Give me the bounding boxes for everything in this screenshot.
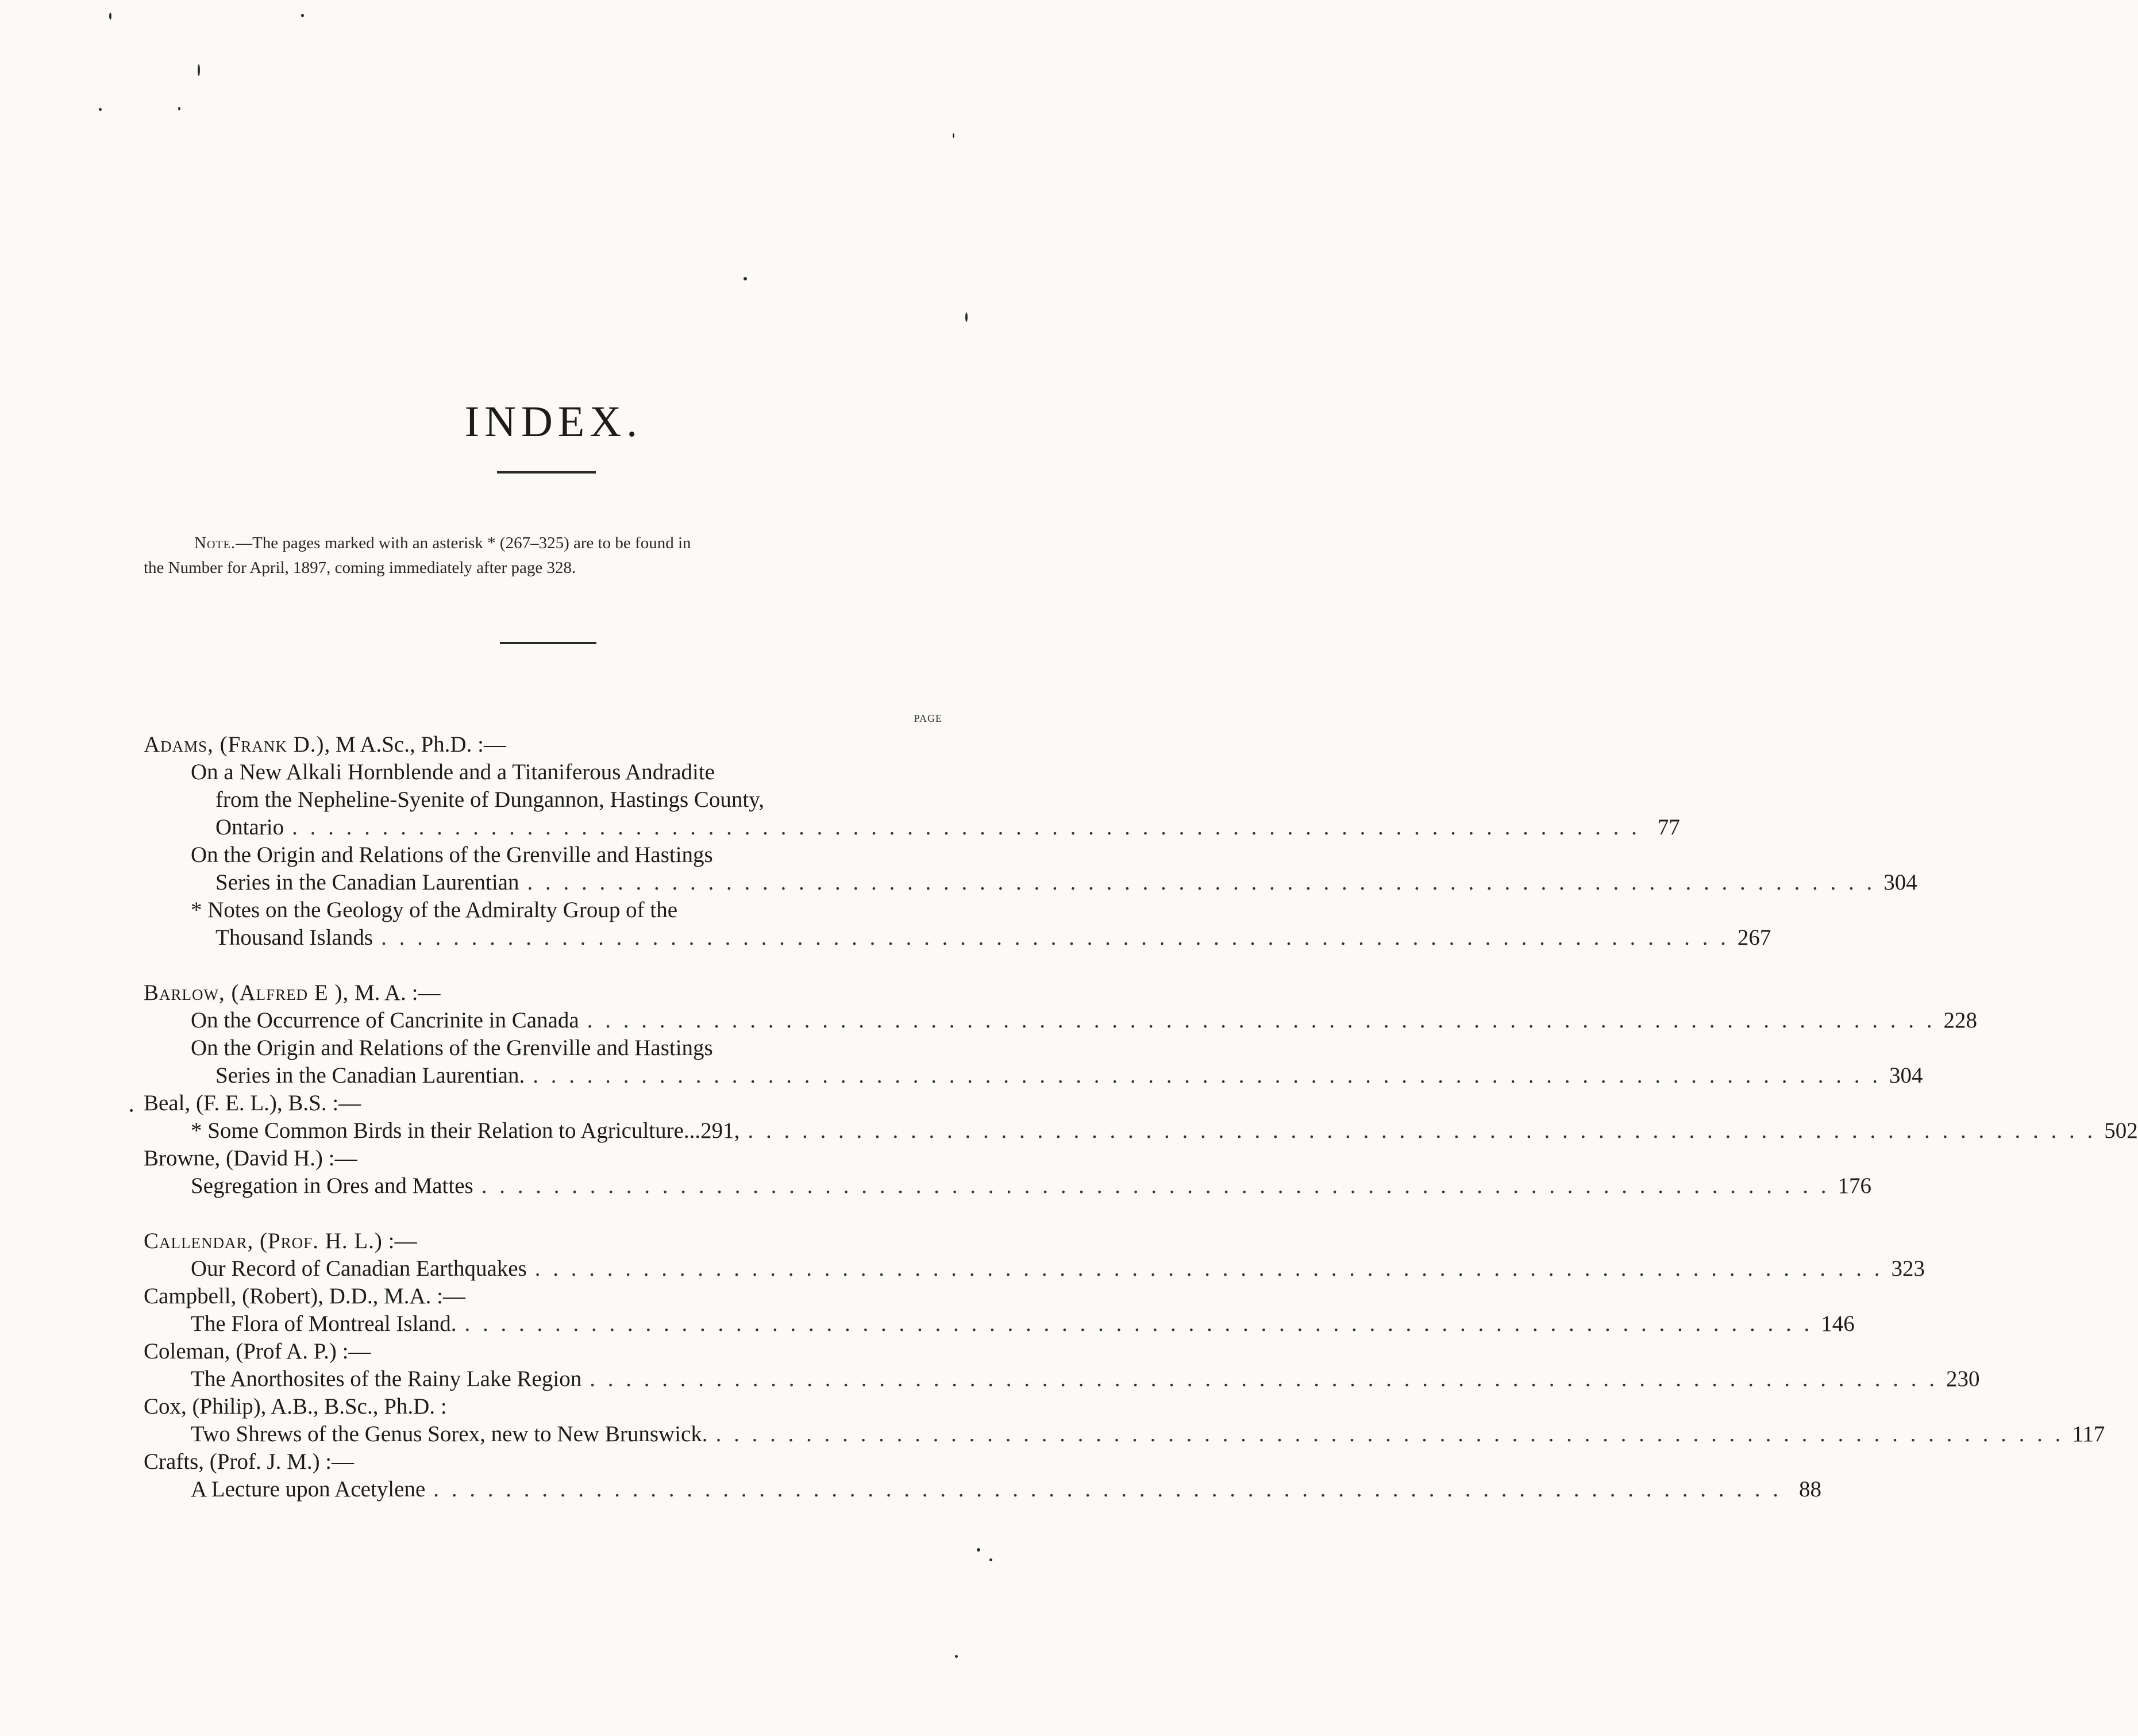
author-credentials: Browne, (David H.) :— [144,1146,357,1171]
entry-last-line [144,1117,2138,1145]
entry-title: Series in the Canadian Laurentian [215,870,519,895]
author-credentials: Campbell, (Robert), D.D., M.A. :— [144,1284,466,1308]
entry-text-line: * Notes on the Geology of the Admiralty Group of the [191,898,678,922]
dot-leader: . . . . . . . . . . . . . . . . . . . . . . . . . . . . . . . . . . . . . . . . . . . . . . . . . . . . . . . . . . . . . . . . . . . . . . . . . . . [381,925,1729,950]
title-rule [497,471,596,474]
note-label: Note. [194,534,236,552]
page-number: 77 [1657,815,1680,840]
page-number: 230 [1946,1367,1980,1391]
page-number: 323 [1891,1256,1925,1281]
scan-speck [109,13,111,20]
dot-leader: . . . . . . . . . . . . . . . . . . . . . . . . . . . . . . . . . . . . . . . . . . . . . . . . . . . . . . . . . . . . . . . . . . . . . . . . . . . [464,1311,1813,1336]
author-heading [144,979,945,1007]
page-number: 267 [1737,925,1771,950]
entry-title: The Flora of Montreal Island. [191,1311,457,1336]
entry-last-line [144,1007,1977,1034]
page-number: 304 [1883,870,1917,895]
page-number: 146 [1821,1311,1855,1336]
entry-last-line [144,1476,1822,1503]
index-gap [144,952,945,979]
scan-speck [977,1548,980,1552]
scan-speck [989,1558,992,1561]
note-text-1: —The pages marked with an asterisk * (267–325) are to be found in [236,534,691,552]
scan-speck [301,14,304,17]
entry-title: * Some Common Birds in their Relation to Agriculture...291, [191,1118,740,1143]
scan-speck [130,1109,133,1112]
entry-text-line: from the Nepheline-Syenite of Dungannon, Hastings County, [215,787,764,812]
entry-last-line [144,1172,1871,1200]
entry-text-line: On a New Alkali Hornblende and a Titaniferous Andradite [191,760,715,784]
author-credentials: , M A.Sc., Ph.D. :— [324,732,506,757]
note-line-1 [144,531,942,556]
editorial-note [144,531,942,580]
entry-title: On the Occurrence of Cancrinite in Canada [191,1008,579,1033]
dot-leader: . . . . . . . . . . . . . . . . . . . . . . . . . . . . . . . . . . . . . . . . . . . . . . . . . . . . . . . . . . . . . . . . . . . . . . . . . . . [533,1063,1881,1088]
dot-leader: . . . . . . . . . . . . . . . . . . . . . . . . . . . . . . . . . . . . . . . . . . . . . . . . . . . . . . . . . . . . . . . . . . . . . . . . . . . [292,815,1640,840]
page-number: 176 [1837,1173,1871,1198]
note-line-2: the Number for April, 1897, coming immediately after page 328. [144,559,576,577]
page-number: 502 [2104,1118,2138,1143]
entry-last-line [144,1421,2105,1448]
author-heading [144,1090,945,1117]
scan-speck [198,64,200,76]
entry-title: A Lecture upon Acetylene [191,1477,426,1502]
entry-text-line: On the Origin and Relations of the Grenville and Hastings [191,1036,713,1060]
entry-last-line [144,814,1680,841]
page-title: INDEX. [464,397,643,446]
page-number: 88 [1799,1477,1822,1502]
index-gap [144,1200,945,1227]
scan-speck [955,1655,958,1658]
entry-title: The Anorthosites of the Rainy Lake Region [191,1367,582,1391]
author-credentials: Beal, (F. E. L.), B.S. :— [144,1091,361,1115]
entry-title: Two Shrews of the Genus Sorex, new to New Brunswick. [191,1422,708,1446]
dot-leader: . . . . . . . . . . . . . . . . . . . . . . . . . . . . . . . . . . . . . . . . . . . . . . . . . . . . . . . . . . . . . . . . . . . . . . . . . . . [534,1256,1883,1281]
author-credentials: Cox, (Philip), A.B., B.Sc., Ph.D. : [144,1394,447,1419]
author-credentials: Crafts, (Prof. J. M.) :— [144,1449,355,1474]
page-column-header: PAGE [914,713,942,724]
scan-speck [744,277,747,280]
note-rule [500,642,596,644]
dot-leader: . . . . . . . . . . . . . . . . . . . . . . . . . . . . . . . . . . . . . . . . . . . . . . . . . . . . . . . . . . . . . . . . . . . . . . . . . . . [587,1008,1936,1033]
author-heading [144,1283,945,1310]
entry-title: Our Record of Canadian Earthquakes [191,1256,527,1281]
entry-title: Ontario [215,815,284,840]
entry-last-line [144,924,1771,952]
entry-title: Series in the Canadian Laurentian. [215,1063,525,1088]
entry-last-line [144,1062,1923,1090]
author-heading [144,1393,945,1421]
author-heading [144,1227,945,1255]
dot-leader: . . . . . . . . . . . . . . . . . . . . . . . . . . . . . . . . . . . . . . . . . . . . . . . . . . . . . . . . . . . . . . . . . . . . . . . . . . . [590,1367,1938,1391]
scan-speck [99,108,102,111]
entry-last-line [144,869,1917,896]
dot-leader: . . . . . . . . . . . . . . . . . . . . . . . . . . . . . . . . . . . . . . . . . . . . . . . . . . . . . . . . . . . . . . . . . . . . . . . . . . . [433,1477,1782,1502]
entry-last-line [144,1255,1925,1283]
entry-last-line [144,1310,1855,1338]
author-heading [144,1145,945,1172]
dot-leader: . . . . . . . . . . . . . . . . . . . . . . . . . . . . . . . . . . . . . . . . . . . . . . . . . . . . . . . . . . . . . . . . . . . . . . . . . . . [481,1173,1830,1198]
author-heading [144,1448,945,1476]
author-name: Callendar, (Prof. H. L.) [144,1229,383,1253]
entry-title: Thousand Islands [215,925,373,950]
scan-speck [953,133,954,138]
index-list [144,731,2138,1503]
entry-text-line: On the Origin and Relations of the Grenville and Hastings [191,842,713,867]
entry-title: Segregation in Ores and Mattes [191,1173,473,1198]
author-heading [144,1338,945,1365]
scan-speck [965,313,968,322]
dot-leader: . . . . . . . . . . . . . . . . . . . . . . . . . . . . . . . . . . . . . . . . . . . . . . . . . . . . . . . . . . . . . . . . . . . . . . . . . . . [527,870,1876,895]
author-credentials: Coleman, (Prof A. P.) :— [144,1339,371,1364]
author-credentials: :— [382,1229,417,1253]
entry-last-line [144,1365,1980,1393]
dot-leader: . . . . . . . . . . . . . . . . . . . . . . . . . . . . . . . . . . . . . . . . . . . . . . . . . . . . . . . . . . . . . . . . . . . . . . . . . . . [748,1118,2097,1143]
page-number: 228 [1943,1008,1977,1033]
scan-speck [178,107,180,110]
author-name: Barlow, (Alfred E ), [144,980,349,1005]
author-name: Adams, (Frank D.) [144,732,325,757]
author-heading [144,731,945,759]
dot-leader: . . . . . . . . . . . . . . . . . . . . . . . . . . . . . . . . . . . . . . . . . . . . . . . . . . . . . . . . . . . . . . . . . . . . . . . . . . . [715,1422,2064,1446]
author-credentials: M. A. :— [349,980,441,1005]
page-number: 304 [1889,1063,1923,1088]
page-number: 117 [2072,1422,2105,1446]
